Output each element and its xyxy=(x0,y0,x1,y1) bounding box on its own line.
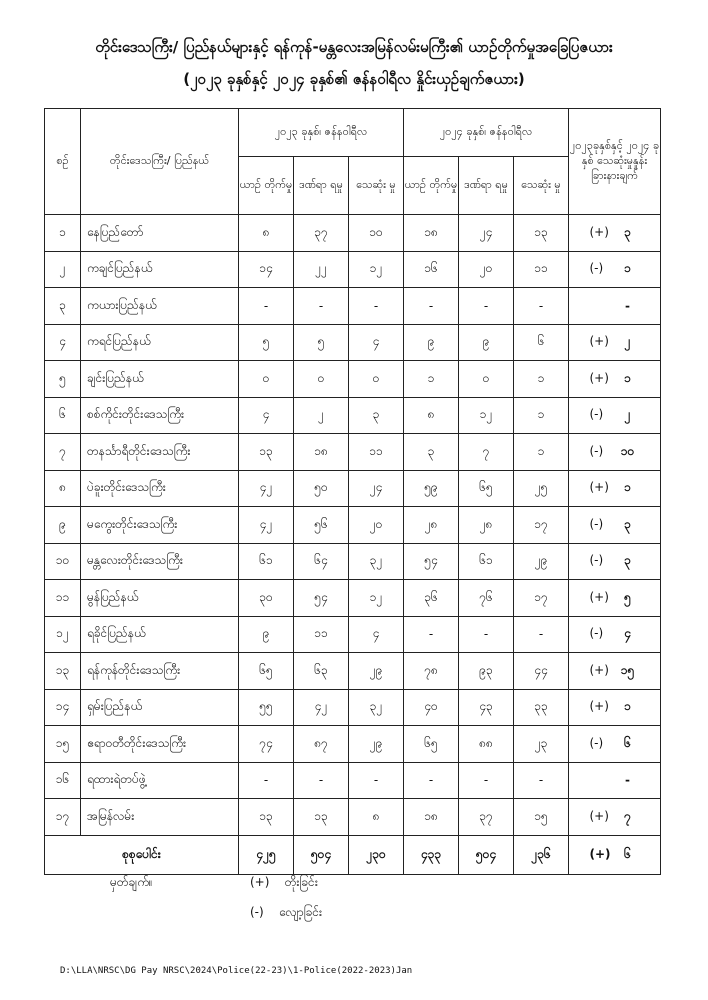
value-cell: - xyxy=(404,762,459,799)
value-cell: ၇၆ xyxy=(459,580,514,617)
value-cell: ၅၆ xyxy=(294,507,349,544)
value-cell: - xyxy=(404,616,459,653)
difference-value: ၂ xyxy=(624,334,631,349)
header-no: စဉ် xyxy=(45,109,81,215)
row-number: ၁၂ xyxy=(45,616,81,653)
difference-value: ၂ xyxy=(624,407,631,422)
value-cell: ၄၂ xyxy=(239,470,294,507)
difference-sign: (+) xyxy=(589,334,609,349)
row-number: ၁ xyxy=(45,215,81,252)
value-cell: - xyxy=(514,616,569,653)
table-row xyxy=(45,288,661,325)
header-accident-2024: ယာဉ် တိုက်မှု xyxy=(404,157,459,215)
row-number: ၁၁ xyxy=(45,580,81,617)
value-cell: ၆ xyxy=(514,324,569,361)
difference-sign: (-) xyxy=(589,626,604,641)
value-cell: ၁ xyxy=(404,361,459,398)
difference-sign: (+) xyxy=(589,589,609,604)
row-number: ၅ xyxy=(45,361,81,398)
difference-value: ၁ xyxy=(624,699,631,714)
table-body xyxy=(45,215,661,875)
value-cell: ၀ xyxy=(459,361,514,398)
total-row xyxy=(45,835,661,874)
difference-sign: (+) xyxy=(589,370,609,385)
difference-sign: (-) xyxy=(589,735,604,750)
value-cell: ၉၃ xyxy=(459,653,514,690)
legend-minus-symbol: (-) xyxy=(250,905,264,919)
value-cell: ၁၃ xyxy=(239,799,294,836)
value-cell: - xyxy=(459,762,514,799)
table-row xyxy=(45,689,661,726)
value-cell: ၉ xyxy=(459,324,514,361)
value-cell: ၁၅ xyxy=(514,799,569,836)
total-value: ၂၃၀ xyxy=(349,835,404,874)
difference-value: ၁၀ xyxy=(620,443,635,458)
value-cell: ၁၂ xyxy=(349,580,404,617)
value-cell: ၄ xyxy=(349,616,404,653)
difference-cell xyxy=(569,324,661,361)
region-name: ဧရာဝတီတိုင်းဒေသကြီး xyxy=(81,726,239,763)
value-cell: ၅၄ xyxy=(294,580,349,617)
difference-sign: (-) xyxy=(589,261,604,276)
document-title: တိုင်းဒေသကြီး/ ပြည်နယ်များနှင့် ရန်ကုန်-မန္တလေးအမြန်လမ်းမကြီး၏ ယာဉ်တိုက်မှုအခြေပြဇယား xyxy=(95,38,613,56)
legend-minus-text: လျော့ခြင်း xyxy=(278,905,323,919)
value-cell: ၁၆ xyxy=(404,251,459,288)
value-cell: ၁၈ xyxy=(404,215,459,252)
value-cell: ၂၀ xyxy=(459,251,514,288)
region-name: အမြန်လမ်း xyxy=(81,799,239,836)
table-row xyxy=(45,616,661,653)
value-cell: ၁၈ xyxy=(404,799,459,836)
value-cell: - xyxy=(239,762,294,799)
value-cell: ၂၀ xyxy=(349,507,404,544)
table-row xyxy=(45,580,661,617)
difference-cell xyxy=(569,762,661,799)
value-cell: ၈၈ xyxy=(459,726,514,763)
difference-cell xyxy=(569,689,661,726)
row-number: ၆ xyxy=(45,397,81,434)
value-cell: ၈၇ xyxy=(294,726,349,763)
value-cell: ၆၅ xyxy=(404,726,459,763)
value-cell: ၁၂ xyxy=(349,251,404,288)
difference-value: ၆ xyxy=(624,846,631,861)
value-cell: ၆၁ xyxy=(239,543,294,580)
row-number: ၇ xyxy=(45,434,81,471)
difference-sign: (+) xyxy=(589,224,609,239)
value-cell: ၆၃ xyxy=(294,653,349,690)
header-injured-2023: ဒဏ်ရာ ရမှု xyxy=(294,157,349,215)
difference-cell xyxy=(569,507,661,544)
row-number: ၄ xyxy=(45,324,81,361)
value-cell: ၆၅ xyxy=(459,470,514,507)
difference-cell xyxy=(569,397,661,434)
value-cell: ၃၀ xyxy=(239,580,294,617)
difference-value: ၄ xyxy=(624,626,631,641)
value-cell: ၀ xyxy=(239,361,294,398)
difference-value: ၁၅ xyxy=(620,662,635,677)
value-cell: ၂၉ xyxy=(349,653,404,690)
difference-sign: (+) xyxy=(589,662,609,677)
header-death-2024: သေဆုံး မှု xyxy=(514,157,569,215)
difference-value: - xyxy=(625,773,630,788)
difference-sign: (+) xyxy=(589,808,609,823)
value-cell: ၄ xyxy=(349,324,404,361)
difference-cell xyxy=(569,215,661,252)
value-cell: ၂၄ xyxy=(459,215,514,252)
difference-cell xyxy=(569,434,661,471)
value-cell: ၀ xyxy=(294,361,349,398)
value-cell: ၅၀ xyxy=(294,470,349,507)
value-cell: ၁၁ xyxy=(294,616,349,653)
difference-cell xyxy=(569,616,661,653)
difference-value: ၁ xyxy=(624,370,631,385)
header-difference: ၂၀၂၃ခုနှစ်နှင့် ၂၀၂၄ ခုနှစ် သေဆုံးမှုနှုန်း ခြားနားချက် xyxy=(569,109,661,215)
value-cell: ၈ xyxy=(349,799,404,836)
value-cell: ၄၀ xyxy=(404,689,459,726)
value-cell: ၆၁ xyxy=(459,543,514,580)
difference-cell xyxy=(569,726,661,763)
difference-sign: (-) xyxy=(589,516,604,531)
region-name: ချင်းပြည်နယ် xyxy=(81,361,239,398)
header-region: တိုင်းဒေသကြီး/ ပြည်နယ် xyxy=(81,109,239,215)
value-cell: ၃၆ xyxy=(404,580,459,617)
table-row xyxy=(45,434,661,471)
value-cell: ၁၁ xyxy=(514,251,569,288)
row-number: ၉ xyxy=(45,507,81,544)
value-cell: - xyxy=(294,288,349,325)
value-cell: - xyxy=(294,762,349,799)
value-cell: ၂၅ xyxy=(514,470,569,507)
value-cell: ၁ xyxy=(514,361,569,398)
table-row xyxy=(45,726,661,763)
value-cell: ၃ xyxy=(404,434,459,471)
region-name: မကွေးတိုင်းဒေသကြီး xyxy=(81,507,239,544)
total-value: ၄၂၅ xyxy=(239,835,294,874)
header-2024: ၂၀၂၄ ခုနှစ်၊ ဇန်နဝါရီလ xyxy=(404,109,569,157)
region-name: မွန်ပြည်နယ် xyxy=(81,580,239,617)
header-2023: ၂၀၂၃ ခုနှစ်၊ ဇန်နဝါရီလ xyxy=(239,109,404,157)
value-cell: ၉ xyxy=(239,616,294,653)
value-cell: ၃၇ xyxy=(294,215,349,252)
value-cell: - xyxy=(514,288,569,325)
value-cell: - xyxy=(349,288,404,325)
difference-sign: (+) xyxy=(589,480,609,495)
value-cell: ၃ xyxy=(349,397,404,434)
total-value: ၅၀၄ xyxy=(459,835,514,874)
value-cell: ၃၇ xyxy=(459,799,514,836)
file-path-footer: D:\LLA\NRSC\DG Pay NRSC\2024\Police(22-23)\1-Police(2022-2023)Jan xyxy=(60,966,413,976)
legend-plus xyxy=(250,874,318,892)
table-row xyxy=(45,361,661,398)
value-cell: ၄၂ xyxy=(294,689,349,726)
row-number: ၁၇ xyxy=(45,799,81,836)
value-cell: ၁၈ xyxy=(294,434,349,471)
difference-value: ၇ xyxy=(624,808,631,823)
difference-value: ၁ xyxy=(624,480,631,495)
row-number: ၁၄ xyxy=(45,689,81,726)
region-name: ကယားပြည်နယ် xyxy=(81,288,239,325)
value-cell: - xyxy=(459,288,514,325)
difference-cell xyxy=(569,799,661,836)
difference-value: ၁ xyxy=(624,261,631,276)
value-cell: ၇ xyxy=(459,434,514,471)
value-cell: ၇၈ xyxy=(404,653,459,690)
value-cell: ၉ xyxy=(404,324,459,361)
difference-cell xyxy=(569,470,661,507)
value-cell: ၅ xyxy=(294,324,349,361)
value-cell: ၂၉ xyxy=(514,543,569,580)
header-accident-2023: ယာဉ် တိုက်မှု xyxy=(239,157,294,215)
region-name: တနင်္သာရီတိုင်းဒေသကြီး xyxy=(81,434,239,471)
region-name: မန္တလေးတိုင်းဒေသကြီး xyxy=(81,543,239,580)
value-cell: ၃၃ xyxy=(514,689,569,726)
difference-sign: (+) xyxy=(589,699,609,714)
total-value: ၂၃၆ xyxy=(514,835,569,874)
value-cell: ၂၄ xyxy=(349,470,404,507)
table-row xyxy=(45,397,661,434)
table-row xyxy=(45,251,661,288)
region-name: ရန်ကုန်တိုင်းဒေသကြီး xyxy=(81,653,239,690)
difference-value: ၅ xyxy=(624,589,631,604)
difference-value: - xyxy=(625,298,630,313)
value-cell: ၁၀ xyxy=(349,215,404,252)
total-value: ၅၀၄ xyxy=(294,835,349,874)
table-row xyxy=(45,470,661,507)
value-cell: ၁၂ xyxy=(459,397,514,434)
value-cell: ၃၂ xyxy=(349,543,404,580)
value-cell: - xyxy=(514,762,569,799)
value-cell: ၅ xyxy=(239,324,294,361)
header-injured-2024: ဒဏ်ရာ ရမှု xyxy=(459,157,514,215)
value-cell: ၂၈ xyxy=(404,507,459,544)
legend-minus xyxy=(250,904,322,922)
accident-table xyxy=(44,108,661,875)
value-cell: ၃၂ xyxy=(349,689,404,726)
table-row xyxy=(45,762,661,799)
value-cell: ၆၅ xyxy=(239,653,294,690)
legend-label: မှတ်ချက်။ xyxy=(110,875,153,889)
difference-value: ၃ xyxy=(624,516,631,531)
value-cell: ၁ xyxy=(514,434,569,471)
region-name: ရခိုင်ပြည်နယ် xyxy=(81,616,239,653)
value-cell: ၅၉ xyxy=(404,470,459,507)
row-number: ၂ xyxy=(45,251,81,288)
table-row xyxy=(45,799,661,836)
value-cell: ၄ xyxy=(239,397,294,434)
difference-value: ၆ xyxy=(624,735,631,750)
region-name: ပဲခူးတိုင်းဒေသကြီး xyxy=(81,470,239,507)
row-number: ၃ xyxy=(45,288,81,325)
difference-cell xyxy=(569,543,661,580)
difference-sign: (-) xyxy=(589,553,604,568)
value-cell: ၈ xyxy=(404,397,459,434)
value-cell: - xyxy=(349,762,404,799)
legend-plus-symbol: (+) xyxy=(250,875,270,889)
value-cell: ၆၄ xyxy=(294,543,349,580)
value-cell: ၇၄ xyxy=(239,726,294,763)
difference-sign: (+) xyxy=(589,846,611,861)
region-name: ကရင်ပြည်နယ် xyxy=(81,324,239,361)
difference-value: ၃ xyxy=(624,553,631,568)
value-cell: ၁၃ xyxy=(239,434,294,471)
difference-cell xyxy=(569,580,661,617)
table-row xyxy=(45,543,661,580)
value-cell: ၁၁ xyxy=(349,434,404,471)
value-cell: ၄၃ xyxy=(459,689,514,726)
row-number: ၁၆ xyxy=(45,762,81,799)
difference-cell xyxy=(569,361,661,398)
value-cell: ၁၇ xyxy=(514,507,569,544)
region-name: နေပြည်တော် xyxy=(81,215,239,252)
value-cell: ၅၅ xyxy=(239,689,294,726)
value-cell: ၂၃ xyxy=(514,726,569,763)
value-cell: ၅၄ xyxy=(404,543,459,580)
value-cell: ၁၇ xyxy=(514,580,569,617)
value-cell: - xyxy=(404,288,459,325)
value-cell: ၂ xyxy=(294,397,349,434)
table-row xyxy=(45,653,661,690)
region-name: ရှမ်းပြည်နယ် xyxy=(81,689,239,726)
header-death-2023: သေဆုံး မှု xyxy=(349,157,404,215)
value-cell: ၀ xyxy=(349,361,404,398)
value-cell: ၄၂ xyxy=(239,507,294,544)
total-value: ၄၃၃ xyxy=(404,835,459,874)
table-row xyxy=(45,324,661,361)
value-cell: ၁၄ xyxy=(239,251,294,288)
value-cell: ၁ xyxy=(514,397,569,434)
total-label: စုစုပေါင်း xyxy=(45,835,239,874)
difference-sign: (-) xyxy=(589,443,604,458)
table-row xyxy=(45,507,661,544)
region-name: စစ်ကိုင်းတိုင်းဒေသကြီး xyxy=(81,397,239,434)
value-cell: - xyxy=(459,616,514,653)
region-name: ကချင်ပြည်နယ် xyxy=(81,251,239,288)
row-number: ၁၀ xyxy=(45,543,81,580)
difference-sign: (-) xyxy=(589,407,604,422)
difference-cell xyxy=(569,251,661,288)
value-cell: ၂၂ xyxy=(294,251,349,288)
row-number: ၁၃ xyxy=(45,653,81,690)
value-cell: ၄၄ xyxy=(514,653,569,690)
value-cell: ၈ xyxy=(239,215,294,252)
row-number: ၈ xyxy=(45,470,81,507)
value-cell: - xyxy=(239,288,294,325)
value-cell: ၁၃ xyxy=(294,799,349,836)
value-cell: ၁၃ xyxy=(514,215,569,252)
region-name: ရထားရဲတပ်ဖွဲ့ xyxy=(81,762,239,799)
legend-plus-text: တိုးခြင်း xyxy=(284,875,318,889)
value-cell: ၂၉ xyxy=(349,726,404,763)
difference-cell xyxy=(569,653,661,690)
difference-cell xyxy=(569,288,661,325)
difference-value: ၃ xyxy=(624,224,631,239)
document-subtitle: (၂၀၂၃ ခုနှစ်နှင့် ၂၀၂၄ ခုနှစ်၏ ဇန်နဝါရီလ နှိုင်းယှဉ်ချက်ဇယား) xyxy=(183,70,525,88)
table-row xyxy=(45,215,661,252)
row-number: ၁၅ xyxy=(45,726,81,763)
total-difference-cell xyxy=(569,835,661,874)
value-cell: ၂၈ xyxy=(459,507,514,544)
